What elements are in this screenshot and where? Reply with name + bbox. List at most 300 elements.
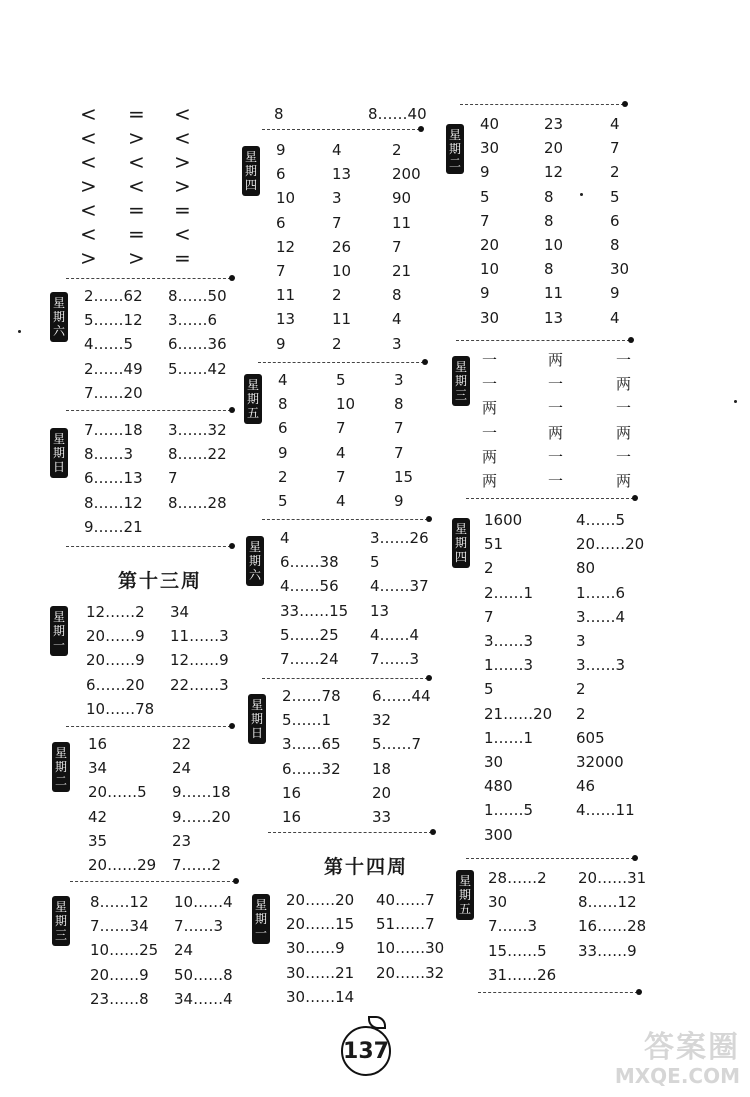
answer-value: 2 (576, 704, 586, 723)
answer-value: 10 (336, 395, 356, 414)
answer-value: 11 (544, 284, 564, 303)
answer-value: 34……4 (174, 989, 233, 1008)
answer-value: 12 (544, 163, 564, 182)
answer-value: 4……5 (84, 335, 134, 354)
answer-value: 40 (480, 115, 500, 133)
answer-value: 5……12 (84, 311, 143, 330)
answer-value: 7……20 (84, 383, 143, 402)
answer-value: 一 (548, 375, 564, 394)
answer-value: 8……40 (368, 105, 427, 123)
answer-value: 23 (172, 831, 192, 850)
answer-value: 200 (392, 165, 421, 184)
weekday-tab-char: 六 (248, 568, 261, 582)
section-divider (262, 519, 428, 520)
answer-value: 7……3 (370, 650, 420, 668)
answer-value: 35 (88, 831, 108, 850)
answer-value: 7……3 (488, 917, 538, 936)
answer-value: 51……7 (376, 915, 435, 934)
weekday-tab-char: 星 (244, 150, 257, 164)
answer-value: 12……2 (86, 603, 145, 621)
answer-value: 15……5 (488, 941, 547, 960)
answer-value: 15 (394, 467, 414, 486)
weekday-tab-char: 期 (52, 446, 65, 460)
section-divider (262, 129, 420, 130)
answer-value: 7 (276, 262, 286, 280)
answer-value: 16 (282, 783, 302, 802)
weekday-tab-char: 五 (458, 902, 471, 916)
section-divider (66, 278, 231, 279)
answer-value: 8 (544, 211, 554, 230)
answer-value: 一 (482, 423, 498, 442)
weekday-tab (456, 870, 474, 920)
answer-value: 30……14 (286, 987, 355, 1006)
answer-value: 一 (482, 351, 498, 369)
answer-value: 4 (610, 308, 620, 327)
answer-value: 8……50 (168, 287, 227, 305)
answer-value: 10 (544, 236, 564, 254)
answer-value: 两 (548, 423, 564, 442)
answer-value: 30……21 (286, 963, 355, 982)
weekday-tab-char: 一 (254, 926, 267, 940)
answer-value: 6……36 (168, 335, 227, 354)
answer-value: 20 (480, 236, 500, 254)
answer-value: 10 (480, 260, 500, 279)
weekday-tab (248, 694, 266, 744)
answer-value: 8 (274, 105, 284, 123)
section-divider (70, 881, 235, 882)
answer-value: 1……3 (484, 656, 534, 675)
answer-value: 10……25 (90, 941, 159, 960)
answer-value: 32000 (576, 753, 624, 771)
weekday-tab-char: 期 (454, 374, 467, 388)
watermark-logo: 答案圈 (644, 1030, 740, 1065)
answer-value: 3……3 (576, 656, 626, 675)
answer-value: 11……3 (170, 627, 229, 646)
answer-value: 23……8 (90, 989, 149, 1008)
comparison-symbol: = (174, 198, 191, 222)
section-divider (478, 992, 638, 993)
answer-value: 1……6 (576, 583, 626, 602)
weekday-tab-char: 三 (454, 388, 467, 402)
answer-value: 8……3 (84, 445, 134, 464)
answer-value: 6 (278, 419, 288, 438)
comparison-symbol: < (80, 222, 97, 246)
answer-value: 20……5 (88, 783, 147, 802)
weekday-tab-char: 星 (454, 360, 467, 374)
answer-value: 8 (394, 395, 404, 414)
weekday-tab (50, 428, 68, 478)
section-divider (66, 726, 231, 727)
answer-value: 20……31 (578, 869, 647, 887)
comparison-symbol: < (174, 126, 191, 150)
comparison-symbol: > (174, 150, 191, 174)
answer-value: 2……78 (282, 687, 341, 705)
answer-value: 4……4 (370, 625, 420, 644)
answer-value: 2……62 (84, 287, 143, 305)
answer-value: 7……24 (280, 650, 339, 668)
answer-value: 4 (392, 310, 402, 329)
answer-value: 8……28 (168, 493, 227, 512)
answer-value: 30 (610, 260, 630, 279)
answer-value: 12 (276, 237, 296, 256)
weekday-tab-char: 期 (54, 914, 67, 928)
answer-value: 22……3 (170, 675, 229, 694)
weekday-tab-char: 星 (52, 432, 65, 446)
answer-value: 12……9 (170, 651, 229, 670)
answer-value: 51 (484, 535, 504, 554)
answer-value: 33 (372, 808, 392, 826)
answer-value: 7……2 (172, 856, 222, 874)
answer-value: 2 (332, 286, 342, 305)
weekday-tab-char: 期 (248, 554, 261, 568)
answer-value: 5 (484, 680, 494, 699)
answer-value: 4……37 (370, 577, 429, 596)
answer-value: 一 (616, 399, 632, 418)
answer-value: 5……1 (282, 711, 332, 730)
answer-value: 7 (332, 213, 342, 232)
comparison-symbol: < (80, 150, 97, 174)
answer-value: 21 (392, 262, 412, 280)
week-14-title: 第十四周 (324, 856, 409, 878)
answer-value: 4 (332, 141, 342, 159)
scan-speck (734, 400, 737, 403)
answer-value: 7 (336, 419, 346, 438)
answer-value: 6……13 (84, 469, 143, 488)
weekday-tab-char: 期 (254, 912, 267, 926)
answer-value: 20……20 (576, 535, 645, 554)
answer-value: 9 (480, 284, 490, 303)
weekday-tab-char: 五 (246, 406, 259, 420)
answer-value: 一 (548, 472, 564, 490)
section-divider (258, 362, 424, 363)
comparison-symbol: > (128, 246, 145, 270)
answer-value: 20……15 (286, 915, 355, 934)
weekday-tab-char: 星 (52, 610, 65, 624)
answer-value: 两 (616, 472, 632, 490)
answer-value: 4 (336, 492, 346, 510)
answer-value: 8 (392, 286, 402, 305)
weekday-tab-char: 星 (54, 746, 67, 760)
answer-value: 13 (276, 310, 296, 329)
answer-value: 50……8 (174, 965, 233, 984)
answer-value: 28……2 (488, 869, 547, 887)
section-divider (460, 104, 624, 105)
answer-value: 5……25 (280, 625, 339, 644)
comparison-symbol: > (80, 246, 97, 270)
weekday-tab-char: 期 (454, 536, 467, 550)
answer-value: 13 (370, 601, 390, 620)
weekday-tab-char: 二 (54, 774, 67, 788)
answer-value: 9 (276, 334, 286, 353)
answer-value: 6……20 (86, 675, 145, 694)
answer-value: 6 (276, 165, 286, 184)
weekday-tab-char: 期 (54, 760, 67, 774)
answer-value: 33……9 (578, 941, 637, 960)
answer-value: 2……49 (84, 359, 143, 378)
answer-value: 6 (610, 211, 620, 230)
answer-value: 7……18 (84, 421, 143, 439)
section-divider (66, 546, 231, 547)
answer-value: 9……18 (172, 783, 231, 802)
weekday-tab (246, 536, 264, 586)
answer-value: 4……11 (576, 801, 635, 820)
weekday-tab-char: 星 (250, 698, 263, 712)
watermark-url: MXQE.COM (614, 1064, 740, 1088)
answer-value: 13 (332, 165, 352, 184)
answer-value: 3 (392, 334, 402, 353)
weekday-tab (52, 896, 70, 946)
weekday-tab-char: 一 (52, 638, 65, 652)
answer-value: 20……20 (286, 891, 355, 909)
answer-value: 10……30 (376, 939, 445, 958)
answer-value: 一 (548, 399, 564, 418)
answer-value: 16 (88, 735, 108, 753)
scan-speck (18, 330, 21, 333)
week-13-title: 第十三周 (118, 570, 203, 592)
weekday-tab-char: 四 (454, 550, 467, 564)
answer-value: 4 (280, 529, 290, 547)
comparison-symbol: > (174, 174, 191, 198)
answer-value: 一 (616, 447, 632, 466)
answer-value: 30 (480, 308, 500, 327)
weekday-tab (452, 356, 470, 406)
weekday-tab-char: 三 (54, 928, 67, 942)
answer-value: 16 (282, 808, 302, 826)
answer-value: 8 (544, 187, 554, 206)
answer-value: 20……9 (86, 651, 145, 670)
answer-value: 11 (392, 213, 412, 232)
scan-speck (580, 193, 583, 196)
answer-value: 2 (332, 334, 342, 353)
answer-value: 3……65 (282, 735, 341, 754)
answer-value: 5……42 (168, 359, 227, 378)
weekday-tab (50, 606, 68, 656)
answer-value: 9……20 (172, 807, 231, 826)
answer-value: 20 (544, 139, 564, 158)
answer-value: 两 (548, 351, 564, 369)
answer-value: 3……6 (168, 311, 218, 330)
comparison-symbol: < (80, 102, 97, 126)
answer-value: 480 (484, 777, 513, 796)
answer-value: 5 (480, 187, 490, 206)
answer-value: 34 (170, 603, 190, 621)
answer-value: 5 (610, 187, 620, 206)
answer-value: 2……1 (484, 583, 534, 602)
answer-value: 8……12 (578, 893, 637, 912)
weekday-tab-char: 星 (448, 128, 461, 142)
answer-value: 一 (616, 351, 632, 369)
answer-value: 22 (172, 735, 192, 753)
answer-value: 4 (336, 443, 346, 462)
weekday-tab-char: 日 (250, 726, 263, 740)
weekday-tab-char: 期 (52, 624, 65, 638)
answer-value: 两 (616, 375, 632, 394)
answer-value: 7 (394, 443, 404, 462)
answer-value: 1600 (484, 511, 523, 529)
answer-value: 8……12 (90, 893, 149, 911)
answer-value: 16……28 (578, 917, 647, 936)
answer-value: 7 (394, 419, 404, 438)
answer-value: 5 (370, 553, 380, 572)
answer-value: 6……38 (280, 553, 339, 572)
comparison-symbol: < (128, 150, 145, 174)
answer-value: 13 (544, 308, 564, 327)
answer-value: 23 (544, 115, 564, 133)
answer-value: 9 (278, 443, 288, 462)
section-divider (456, 340, 630, 341)
weekday-tab-char: 六 (52, 324, 65, 338)
weekday-tab (446, 124, 464, 174)
comparison-symbol: < (80, 198, 97, 222)
answer-value: 30 (484, 753, 504, 771)
section-divider (66, 410, 231, 411)
weekday-tab-char: 星 (246, 378, 259, 392)
answer-value: 3……32 (168, 421, 227, 439)
answer-value: 8……12 (84, 493, 143, 512)
answer-value: 300 (484, 825, 513, 844)
answer-value: 4……56 (280, 577, 339, 596)
answer-value: 26 (332, 237, 352, 256)
answer-value: 34 (88, 759, 108, 778)
comparison-symbol: = (174, 246, 191, 270)
answer-value: 5 (278, 492, 288, 510)
weekday-tab (52, 742, 70, 792)
answer-value: 两 (482, 472, 498, 490)
answer-value: 20……9 (86, 627, 145, 646)
answer-value: 33……15 (280, 601, 349, 620)
answer-value: 30 (488, 893, 508, 912)
answer-value: 10……4 (174, 893, 233, 911)
answer-value: 90 (392, 189, 412, 208)
answer-value: 20……29 (88, 856, 157, 874)
comparison-symbol: < (80, 126, 97, 150)
answer-value: 4……5 (576, 511, 626, 529)
weekday-tab (242, 146, 260, 196)
weekday-tab (244, 374, 262, 424)
answer-value: 一 (548, 447, 564, 466)
answer-value: 1……5 (484, 801, 534, 820)
answer-value: 7 (484, 607, 494, 626)
answer-value: 42 (88, 807, 108, 826)
weekday-tab-char: 日 (52, 460, 65, 474)
answer-value: 7 (610, 139, 620, 158)
answer-value: 3……26 (370, 529, 429, 547)
answer-value: 46 (576, 777, 596, 796)
answer-value: 3 (332, 189, 342, 208)
answer-value: 8 (278, 395, 288, 414)
answer-value: 8……22 (168, 445, 227, 464)
answer-value: 24 (172, 759, 192, 778)
answer-value: 6……44 (372, 687, 431, 705)
comparison-symbol: = (128, 222, 145, 246)
answer-value: 10 (332, 262, 352, 280)
weekday-tab-char: 期 (458, 888, 471, 902)
weekday-tab-char: 星 (254, 898, 267, 912)
weekday-tab-char: 四 (244, 178, 257, 192)
answer-value: 9 (276, 141, 286, 159)
answer-value: 3 (576, 632, 586, 650)
answer-value: 5 (336, 371, 346, 389)
answer-value: 32 (372, 711, 392, 730)
weekday-tab-char: 期 (250, 712, 263, 726)
section-divider (466, 858, 634, 859)
answer-value: 21……20 (484, 704, 553, 723)
answer-value: 9 (394, 492, 404, 510)
section-divider (466, 498, 634, 499)
answer-value: 3……4 (576, 607, 626, 626)
page-number: 137 (341, 1026, 391, 1076)
comparison-symbol: = (128, 198, 145, 222)
answer-value: 2 (576, 680, 586, 699)
answer-value: 两 (616, 423, 632, 442)
section-divider (268, 832, 432, 833)
answer-value: 7 (336, 467, 346, 486)
answer-value: 20 (372, 783, 392, 802)
answer-value: 7 (168, 469, 178, 488)
answer-value: 20……9 (90, 965, 149, 984)
answer-value: 6 (276, 213, 286, 232)
comparison-symbol: < (174, 102, 191, 126)
comparison-symbol: < (128, 174, 145, 198)
weekday-tab-char: 星 (454, 522, 467, 536)
answer-value: 4 (610, 115, 620, 133)
answer-value: 18 (372, 759, 392, 778)
answer-value: 11 (332, 310, 352, 329)
weekday-tab-char: 期 (52, 310, 65, 324)
answer-value: 7……3 (174, 917, 224, 936)
weekday-tab (252, 894, 270, 944)
answer-value: 1……1 (484, 728, 534, 747)
answer-value: 5……7 (372, 735, 422, 754)
weekday-tab-char: 星 (52, 296, 65, 310)
answer-value: 8 (610, 236, 620, 254)
answer-value: 两 (482, 447, 498, 466)
answer-value: 20……32 (376, 963, 445, 982)
weekday-tab-char: 期 (246, 392, 259, 406)
weekday-tab-char: 星 (248, 540, 261, 554)
answer-value: 40……7 (376, 891, 435, 909)
answer-value: 2 (610, 163, 620, 182)
answer-value: 30……9 (286, 939, 345, 958)
answer-value: 一 (482, 375, 498, 394)
answer-value: 2 (392, 141, 402, 159)
weekday-tab-char: 星 (54, 900, 67, 914)
answer-value: 9……21 (84, 517, 143, 536)
weekday-tab (452, 518, 470, 568)
answer-value: 6……32 (282, 759, 341, 778)
weekday-tab-char: 星 (458, 874, 471, 888)
answer-value: 2 (484, 559, 494, 578)
answer-value: 605 (576, 728, 605, 747)
answer-value: 7 (480, 211, 490, 230)
comparison-symbol: > (80, 174, 97, 198)
weekday-tab-char: 期 (448, 142, 461, 156)
comparison-symbol: > (128, 126, 145, 150)
answer-value: 30 (480, 139, 500, 158)
comparison-symbol: = (128, 102, 145, 126)
weekday-tab (50, 292, 68, 342)
answer-value: 7……34 (90, 917, 149, 936)
answer-value: 4 (278, 371, 288, 389)
answer-value: 10 (276, 189, 296, 208)
answer-value: 31……26 (488, 965, 557, 984)
weekday-tab-char: 期 (244, 164, 257, 178)
answer-value: 80 (576, 559, 596, 578)
section-divider (262, 678, 428, 679)
weekday-tab-char: 二 (448, 156, 461, 170)
answer-value: 24 (174, 941, 194, 960)
answer-value: 8 (544, 260, 554, 279)
